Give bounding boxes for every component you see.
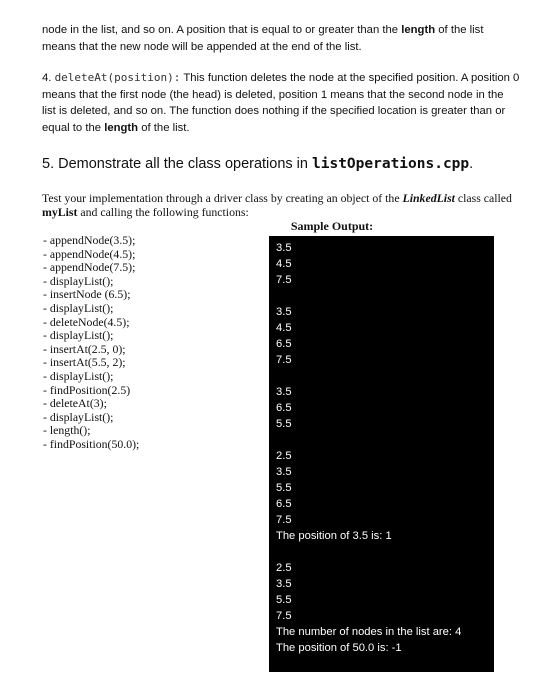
function-call-item: - appendNode(7.5);	[43, 260, 136, 275]
class-name: LinkedList	[402, 191, 455, 205]
delete-at-description-end: of the list.	[138, 121, 190, 134]
function-call-item: - deleteNode(4.5);	[43, 314, 130, 329]
function-call-item: - insertNode (6.5);	[43, 287, 131, 302]
output-line: 5.5	[276, 482, 292, 494]
output-line: 6.5	[276, 402, 292, 414]
instructions-text-3: and calling the following functions:	[77, 204, 249, 219]
delete-at-description: This function deletes the node at the specified position. A position 0 means that the first node (the head) is deleted, position 1 means that the second node in the list is deleted, and so on. The function does nothing if the specified location is greater than or equal to the	[42, 72, 520, 134]
function-call-item: - displayList();	[43, 409, 114, 424]
section-5-heading	[42, 156, 473, 172]
item-number: 4.	[42, 72, 55, 84]
output-line: 3.5	[276, 306, 292, 318]
sample-output-console	[269, 236, 494, 672]
output-line: 3.5	[276, 578, 292, 590]
output-line: 2.5	[276, 562, 292, 574]
object-name: myList	[42, 204, 78, 219]
instructions-text-2: class called	[454, 191, 512, 205]
function-call-item: - length();	[43, 423, 91, 438]
output-line: 6.5	[276, 338, 292, 350]
output-line: 4.5	[276, 322, 292, 334]
output-line: 2.5	[276, 450, 292, 462]
output-line	[276, 544, 494, 560]
sample-output-label: Sample Output:	[290, 219, 374, 233]
length-keyword: length	[104, 121, 139, 134]
length-keyword: length	[401, 24, 436, 36]
output-line: 3.5	[276, 242, 292, 254]
output-line: The position of 50.0 is: -1	[276, 642, 402, 654]
output-line: 3.5	[276, 386, 292, 398]
output-line: The position of 3.5 is: 1	[276, 530, 392, 542]
output-line	[276, 432, 494, 448]
function-call-item: - deleteAt(3);	[43, 396, 107, 411]
instructions-text: Test your implementation through a driver class by creating an object of the	[42, 191, 403, 205]
intro-paragraph	[42, 22, 520, 55]
delete-at-signature: deleteAt(position):	[54, 71, 181, 84]
output-line: 5.5	[276, 594, 292, 606]
function-call-item: - displayList();	[43, 300, 114, 315]
intro-text-end: of the list means that the new node will be appended at the end of the list.	[42, 24, 484, 53]
intro-text: node in the list, and so on. A position that is equal to or greater than the	[42, 24, 402, 36]
instructions-paragraph	[42, 192, 512, 219]
output-line: 6.5	[276, 498, 292, 510]
function-call-item: - findPosition(50.0);	[43, 436, 140, 451]
output-line	[276, 368, 494, 384]
output-line	[276, 288, 494, 304]
output-line: 5.5	[276, 418, 292, 430]
function-call-item: - displayList();	[43, 368, 114, 383]
delete-at-paragraph	[42, 70, 520, 136]
function-call-item: - displayList();	[43, 328, 114, 343]
function-call-item: - appendNode(4.5);	[43, 246, 136, 261]
output-line: 4.5	[276, 258, 292, 270]
section-5-period: .	[469, 156, 474, 172]
output-line: 7.5	[276, 274, 292, 286]
output-line: 3.5	[276, 466, 292, 478]
filename-code: listOperations.cpp	[312, 156, 470, 172]
function-call-item: - insertAt(5.5, 2);	[43, 355, 126, 370]
function-call-item: - appendNode(3.5);	[43, 233, 136, 247]
output-line: The number of nodes in the list are: 4	[276, 626, 462, 638]
output-line: 7.5	[276, 514, 292, 526]
function-call-item: - findPosition(2.5)	[43, 382, 131, 397]
function-call-list	[43, 234, 263, 452]
output-line: 7.5	[276, 610, 292, 622]
function-call-item: - displayList();	[43, 273, 114, 288]
section-5-text: 5. Demonstrate all the class operations in	[42, 156, 312, 172]
function-call-item: - insertAt(2.5, 0);	[43, 341, 126, 356]
output-line: 7.5	[276, 354, 292, 366]
